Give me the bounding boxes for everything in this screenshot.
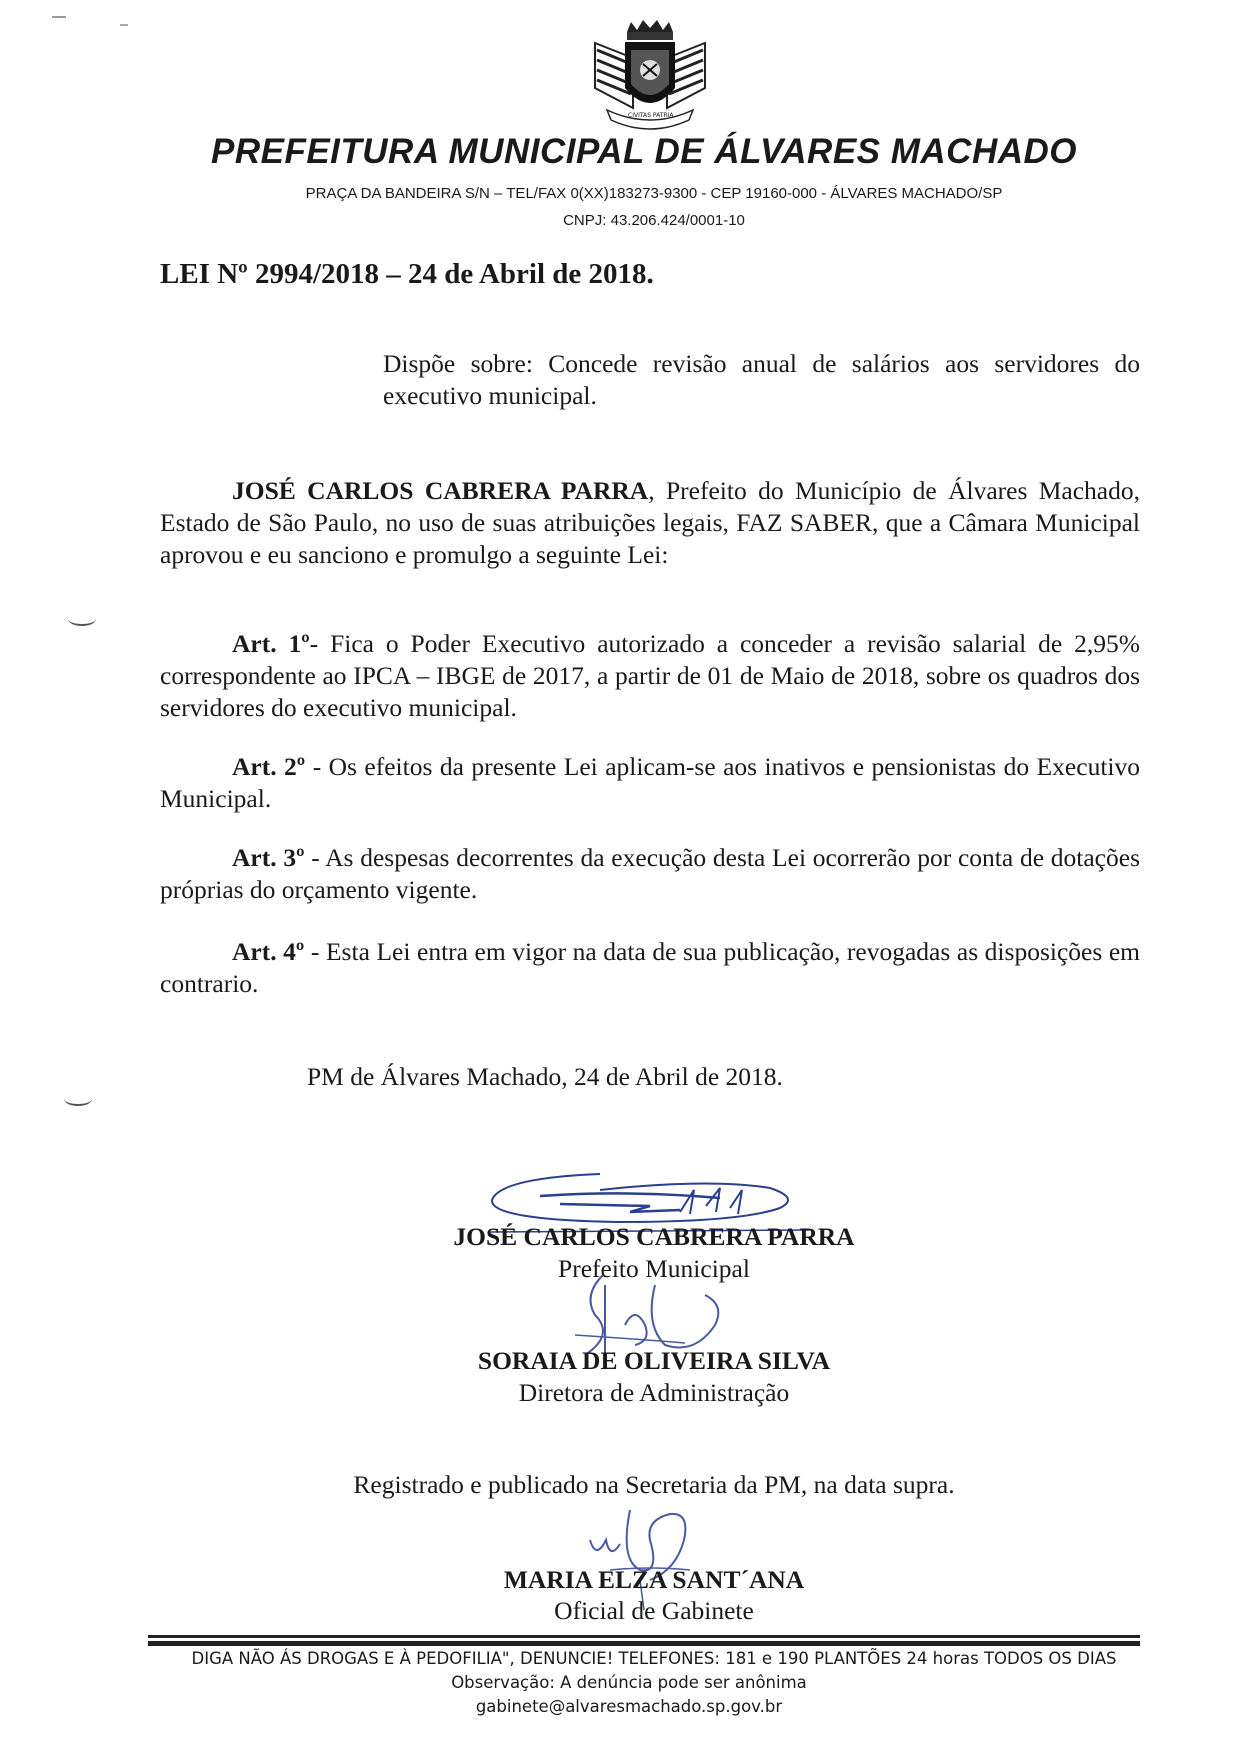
article-text: - As despesas decorrentes da execução desta Lei ocorrerão por conta de dotações próprias do orçamento vigente.: [160, 843, 1140, 904]
footer-rule: [148, 1635, 1140, 1638]
punch-hole-mark: [68, 612, 96, 626]
mayor-name: JOSÉ CARLOS CABRERA PARRA: [232, 476, 649, 505]
crest-motto: CIVITAS PATRIA: [628, 112, 674, 119]
organization-address: PRAÇA DA BANDEIRA S/N – TEL/FAX 0(XX)183273-9300 - CEP 19160-000 - ÁLVARES MACHADO/SP: [305, 185, 1003, 202]
law-ementa: Dispõe sobre: Concede revisão anual de salários aos servidores do executivo municipal.: [383, 349, 1140, 410]
footer-email: gabinete@alvaresmachado.sp.gov.br: [475, 1697, 783, 1716]
law-title: LEI Nº 2994/2018 – 24 de Abril de 2018.: [160, 258, 654, 290]
place-date: PM de Álvares Machado, 24 de Abril de 2018.: [307, 1062, 783, 1091]
signatory-role: Prefeito Municipal: [558, 1254, 750, 1283]
registration-note: Registrado e publicado na Secretaria da PM, na data supra.: [353, 1470, 955, 1499]
article-2: [160, 751, 1140, 815]
signatory-name: SORAIA DE OLIVEIRA SILVA: [477, 1346, 831, 1375]
footer-campaign: DIGA NÃO ÁS DROGAS E À PEDOFILIA", DENUNCIE! TELEFONES: 181 e 190 PLANTÕES 24 horas TODOS OS DIAS: [191, 1649, 1117, 1668]
article-label: Art. 3º: [232, 843, 305, 872]
signatory-name: JOSÉ CARLOS CABRERA PARRA: [453, 1222, 855, 1251]
article-text: - Esta Lei entra em vigor na data de sua publicação, revogadas as disposições em contrario.: [160, 937, 1140, 998]
punch-hole-mark: [64, 1092, 92, 1106]
article-label: Art. 4º: [232, 937, 305, 966]
signatory-role: Oficial de Gabinete: [554, 1596, 754, 1625]
organization-name: PREFEITURA MUNICIPAL DE ÁLVARES MACHADO: [210, 132, 1077, 171]
signatory-role: Diretora de Administração: [518, 1378, 790, 1407]
scan-mark: [52, 16, 66, 18]
footer-rule: [148, 1641, 1140, 1646]
footer-note: Observação: A denúncia pode ser anônima: [451, 1673, 807, 1692]
intro-paragraph: [160, 475, 1140, 571]
organization-cnpj: CNPJ: 43.206.424/0001-10: [563, 212, 745, 229]
article-3: [160, 842, 1140, 906]
article-4: [160, 936, 1140, 1000]
signatory-name: MARIA ELZA SANT´ANA: [503, 1565, 805, 1594]
scan-mark: [120, 24, 128, 26]
municipal-crest-icon: [585, 18, 715, 138]
intro-text: , Prefeito do Município de Álvares Machado, Estado de São Paulo, no uso de suas atribuições legais, FAZ SABER, que a Câmara Municipal aprovou e eu sanciono e promulgo a seguinte Lei:: [160, 476, 1141, 569]
article-1: [160, 628, 1140, 724]
article-label: Art. 1º: [232, 629, 310, 658]
article-text: - Os efeitos da presente Lei aplicam-se aos inativos e pensionistas do Executivo Municipal.: [160, 752, 1140, 813]
article-label: Art. 2º: [232, 752, 306, 781]
article-text: - Fica o Poder Executivo autorizado a conceder a revisão salarial de 2,95% correspondente ao IPCA – IBGE de 2017, a partir de 01 de Maio de 2018, sobre os quadros dos servidores do executivo municipal.: [160, 629, 1140, 722]
